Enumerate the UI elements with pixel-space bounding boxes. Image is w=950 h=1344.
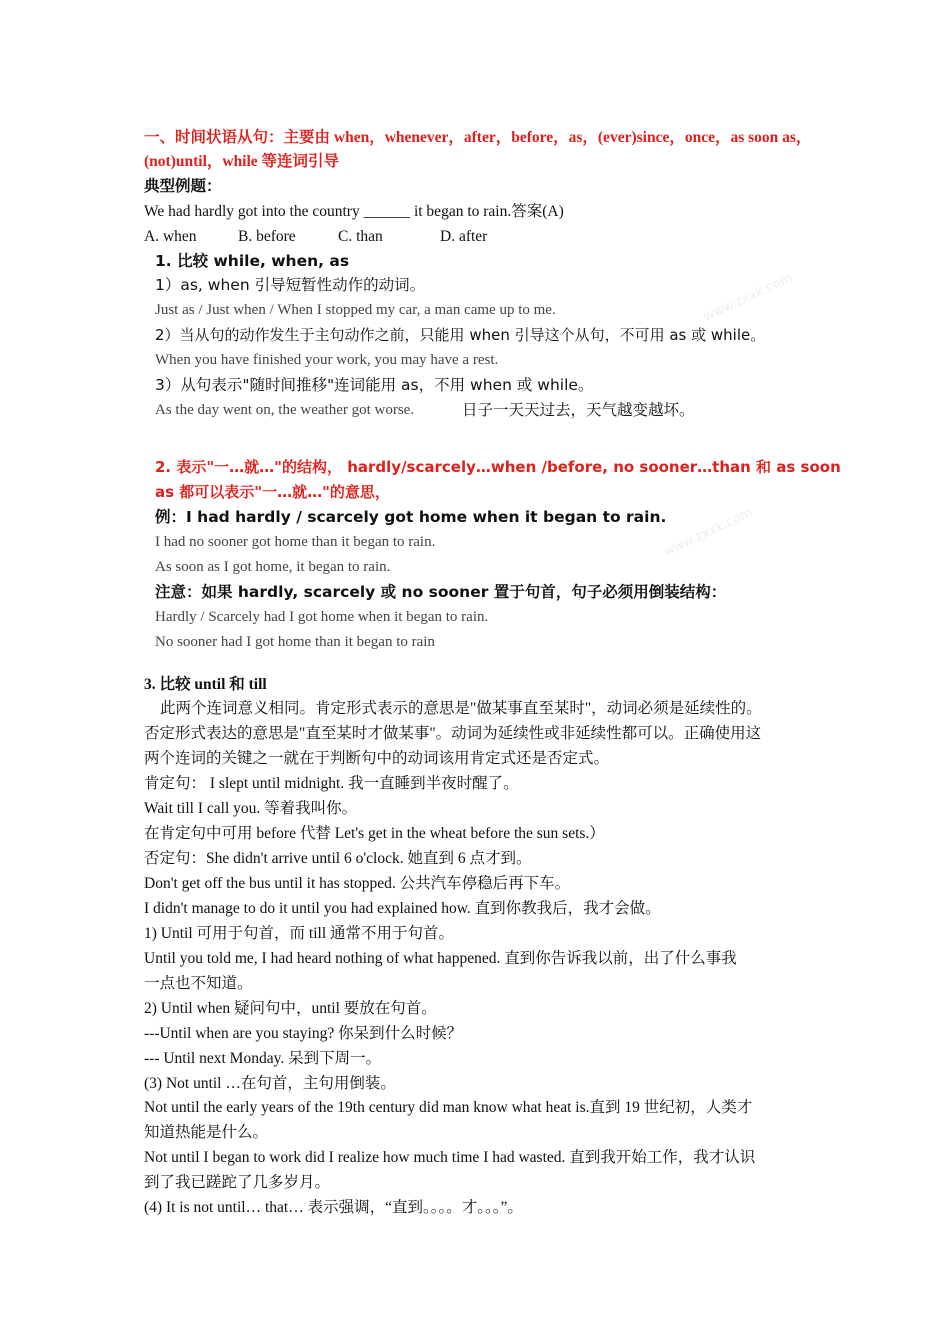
watermark: www.zxxk.com xyxy=(661,505,756,560)
section3-line-8b: 一点也不知道。 xyxy=(144,975,253,992)
block1-line1: 1）as, when 引导短暂性动作的动词。 xyxy=(155,276,426,294)
section1-title-line1: 一、时间状语从句：主要由 when，whenever，after，before，as，(ever)since，once，as soon as， xyxy=(144,129,812,146)
block1-line3: 2）当从句的动作发生于主句动作之前，只能用 when 引导这个从句，不可用 as 或 while。 xyxy=(155,326,766,344)
block1-line4: When you have finished your work, you may have a rest. xyxy=(155,352,499,368)
section3-line-13a: Not until the early years of the 19th century did man know what heat is.直到 19 世纪初，人类才 xyxy=(144,1099,753,1116)
watermark: www.zxxk.com xyxy=(701,270,796,325)
block2-heading-line2: as 都可以表示"一…就…"的意思， xyxy=(155,483,390,501)
section3-line-14a: Not until I began to work did I realize how much time I had wasted. 直到我开始工作，我才认识 xyxy=(144,1149,756,1166)
section3-line-3: 在肯定句中可用 before 代替 Let's get in the wheat before the sun sets.） xyxy=(144,825,605,842)
block2-line3: Hardly / Scarcely had I got home when it began to rain. xyxy=(155,609,489,625)
section1-title-line2: (not)until，while 等连词引导 xyxy=(144,153,340,170)
section3-line-11: --- Until next Monday. 呆到下周一。 xyxy=(144,1050,382,1067)
section3-line-10: ---Until when are you staying? 你呆到什么时候？ xyxy=(144,1025,463,1042)
section3-p1-line2: 否定形式表达的意思是"直至某时才做某事"。动词为延续性或非延续性都可以。正确使用这 xyxy=(144,725,762,742)
block1-line5: 3）从句表示"随时间推移"连词能用 as，不用 when 或 while。 xyxy=(155,376,594,394)
block2-line1: I had no sooner got home than it began to rain. xyxy=(155,534,436,550)
section3-heading: 3. 比较 until 和 till xyxy=(144,676,267,693)
section3-line-14b: 到了我已蹉跎了几多岁月。 xyxy=(144,1174,331,1191)
section3-line-5: Don't get off the bus until it has stopped. 公共汽车停稳后再下车。 xyxy=(144,875,571,892)
section3-line-12: (3) Not until …在句首，主句用倒装。 xyxy=(144,1075,396,1092)
block2-line2: As soon as I got home, it began to rain. xyxy=(155,559,391,575)
block2-example: 例：I had hardly / scarcely got home when it began to rain. xyxy=(155,508,667,526)
option-a: A. when xyxy=(144,228,197,245)
block1-line6-en: As the day went on, the weather got worse. xyxy=(155,402,415,418)
section3-line-2: Wait till I call you. 等着我叫你。 xyxy=(144,800,358,817)
section3-line-13b: 知道热能是什么。 xyxy=(144,1124,269,1141)
option-c: C. than xyxy=(338,228,383,245)
option-d: D. after xyxy=(440,228,488,245)
section3-line-9: 2) Until when 疑问句中，until 要放在句首。 xyxy=(144,1000,437,1017)
block1-line6-cn: 日子一天天过去，天气越变越坏。 xyxy=(462,401,695,419)
section3-line-7: 1) Until 可用于句首，而 till 通常不用于句首。 xyxy=(144,925,455,942)
block2-heading-line1: 2. 表示"一…就…"的结构， hardly/scarcely…when /before, no sooner…than 和 as soon xyxy=(155,458,841,476)
section3-line-15: (4) It is not until… that… 表示强调，“直到。。。。才。。。”。 xyxy=(144,1199,523,1216)
option-b: B. before xyxy=(238,228,296,245)
block1-line2: Just as / Just when / When I stopped my car, a man came up to me. xyxy=(155,302,556,318)
section3-line-8a: Until you told me, I had heard nothing of what happened. 直到你告诉我以前，出了什么事我 xyxy=(144,950,737,967)
section3-line-1: 肯定句： I slept until midnight. 我一直睡到半夜时醒了。 xyxy=(144,775,519,792)
example-label: 典型例题： xyxy=(144,178,222,195)
block1-heading: 1. 比较 while, when, as xyxy=(155,252,350,270)
example-question: We had hardly got into the country ______ it began to rain.答案(A) xyxy=(144,203,564,220)
section3-p1-line3: 两个连词的关键之一就在于判断句中的动词该用肯定式还是否定式。 xyxy=(144,750,610,767)
block2-note: 注意：如果 hardly, scarcely 或 no sooner 置于句首，句子必须用倒装结构： xyxy=(155,583,727,601)
section3-line-6: I didn't manage to do it until you had explained how. 直到你教我后，我才会做。 xyxy=(144,900,661,917)
section3-p1-line1: 此两个连词意义相同。肯定形式表示的意思是"做某事直至某时"，动词必须是延续性的。 xyxy=(160,700,762,717)
block2-line4: No sooner had I got home than it began to rain xyxy=(155,634,435,650)
section3-line-4: 否定句：She didn't arrive until 6 o'clock. 她直到 6 点才到。 xyxy=(144,850,532,867)
